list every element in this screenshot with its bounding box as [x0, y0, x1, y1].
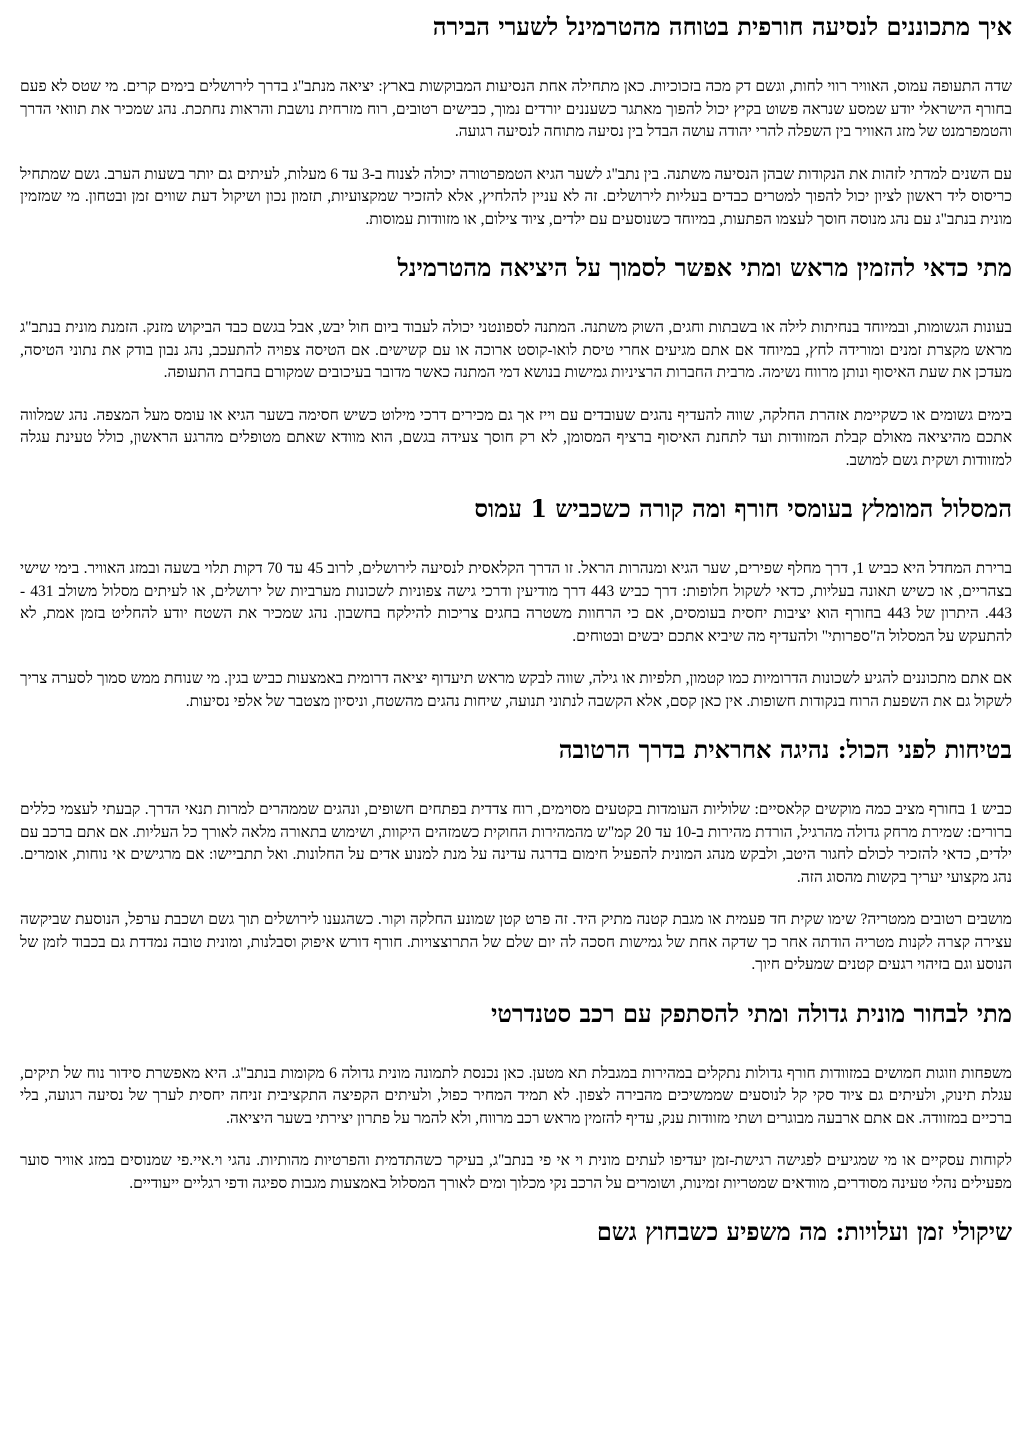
paragraph: שדה התעופה עמוס, האוויר רווי לחות, וגשם דק מכה בזכוכיות. כאן מתחילה אחת הנסיעות המבוקשות בארץ: יציאה מנתב"ג בדרך לירושלים בימים קרים. מי שטס לא פעם בחורף הישראלי יודע שמסע שנראה פשוט בקיץ יכול להפוך מאתגר כשעננים יורדים נמוך, כבישים רטובים, רוח מזרחית נושבת והראות נחתכת. נהג שמכיר את תוואי הדרך והטמפרמנט של מזג האוויר בין השפלה להרי יהודה עושה הבדל בין נסיעה מתוחה לנסיעה רגועה.: [20, 78, 1012, 140]
paragraph: כביש 1 בחורף מציב כמה מוקשים קלאסיים: שלוליות העומדות בקטעים מסוימים, רוח צדדית בפתחים חשופים, ונהגים שממהרים למרות תנאי הדרך. קבעתי לעצמי כללים ברורים: שמירת מרחק גדולה מהרגיל, הורדת מהירות ב-10 עד 20 קמ"ש מהמהירות החוקית כשמזהים היקוות, ושימוש בתאורה מלאה לאורך כל העליות. אם אתם ברכב עם ילדים, כדאי להזכיר לכולם לחגור היטב, ולבקש מנהג המונית להפעיל חימום בדרגה עדינה על מנת למנוע אדים על החלונות. ואל תתביישו: אם מרגישים אי נוחות, אומרים. נהג מקצועי יעריך בקשות מהסוג הזה.: [20, 801, 1012, 886]
section-vehicle-size: [20, 997, 1012, 1196]
paragraph: אם אתם מתכוננים להגיע לשכונות הדרומיות כמו קטמון, תלפיות או גילה, שווה לבקש מראש תיעדוף יציאה דרומית באמצעות כביש בגין. מי שנוחת ממש סמוך לסערה צריך לשקול גם את השפעת הרוח בנקודות חשופות. אין כאן קסם, אלא הקשבה לנתוני תנועה, שיחות נהגים מהשטח, וניסיון מצטבר של אלפי נסיעות.: [20, 670, 1012, 710]
section-heading: איך מתכוננים לנסיעה חורפית בטוחה מהטרמינל לשערי הבירה: [432, 12, 1012, 41]
paragraph: בעונות הגשומות, ובמיוחד בנחיתות לילה או בשבתות וחגים, השוק משתנה. המתנה לספונטני יכולה לעבוד ביום חול יבש, אבל בגשם כבד הביקוש מזנק. הזמנת מונית בנתב"ג מראש מקצרת זמנים ומורידה לחץ, במיוחד אם אתם מגיעים אחרי טיסת לואו-קוסט ארוכה או עם קשישים. אם הטיסה צפויה להתעכב, נהג נבון בודק את נתוני הטיסה, מעדכן את שעת האיסוף ונותן מרווח נשימה. מרבית החברות הרציניות גמישות בנושא דמי המתנה כאשר מדובר בעיכובים שמקורם בחברת התעופה.: [20, 319, 1012, 381]
section-time-and-cost: [20, 1215, 1012, 1249]
section-booking-in-advance: [20, 251, 1012, 472]
section-safety: [20, 733, 1012, 977]
paragraph: ברירת המחדל היא כביש 1, דרך מחלף שפירים, שער הגיא ומנהרות הראל. זו הדרך הקלאסית לנסיעה לירושלים, לרוב 45 עד 70 דקות תלוי בשעה ובמזג האוויר. בימי שישי בצהריים, או כשיש תאונה בעליות, כדאי לשקול חלופות: דרך כביש 443 דרך מודיעין ודרכי גישה צפוניות לשכונות מערביות של ירושלים, או לעיתים מסלול משולב 431 - 443. היתרון של 443 בחורף הוא יציבות יחסית בעומסים, אם כי הרחוות משטרה בחגים צריכות להילקח בחשבון. נהג שמכיר את השטח יודע להחליט בזמן אמת, לא להתעקש על המסלול ה"ספרותי" ולהעדיף מה שיביא אתכם יבשים ובטוחים.: [20, 560, 1013, 645]
section-recommended-route: [20, 492, 1012, 713]
paragraph: בימים גשומים או כשקיימת אזהרת החלקה, שווה להעדיף נהגים שעובדים עם וייז אך גם מכירים דרכי מילוט כשיש חסימה בשער הגיא או עומס מעל המצפה. נהג שמלווה אתכם מהיציאה מאולם קבלת המזוודות ועד לתחנת האיסוף ברציף המסומן, לא רק חוסך צעידה בגשם, הוא מוודא שאתם מטופלים מהרגע הראשון, כולל טעינת עגלה למזוודות ושקית גשם למושב.: [20, 406, 1012, 469]
section-heading: המסלול המומלץ בעומסי חורף ומה קורה כשכביש 1 עמוס: [474, 494, 1012, 523]
section-heading: שיקולי זמן ועלויות: מה משפיע כשבחוץ גשם: [596, 1217, 1012, 1246]
paragraph: משפחות וזוגות חמושים במזוודות חורף גדולות נתקלים במהירות במגבלת תא מטען. כאן נכנסת לתמונה מונית גדולה 6 מקומות בנתב"ג. היא מאפשרת סידור נוח של תיקים, עגלת תינוק, ולעיתים גם ציוד סקי קל לנוסעים שממשיכים מהבירה לצפון. לא תמיד המחיר כפול, ולעיתים הקפיצה התקציבית זניחה יחסית לערך של נסיעה רגועה, בלי ברכיים במזוודה. אם אתם ארבעה מבוגרים ושתי מזוודות ענק, עדיף להזמין מראש רכב מרווח, ולא להמר על פתרון יצירתי בשער היציאה.: [20, 1064, 1012, 1127]
paragraph: מושבים רטובים ממטריה? שימו שקית חד פעמית או מגבת קטנה מתיק היד. זה פרט קטן שמונע החלקה וקור. כשהגענו לירושלים תוך גשם ושכבת ערפל, הנוסעת שביקשה עצירה קצרה לקנות מטריה הודתה אחר כך שדקה אחת של גמישות חסכה לה יום שלם של התרוצצויות. חורף דורש איפוק וסבלנות, ומונית טובה נמדדת גם בכבוד לזמן של הנוסע וגם בזיהוי רגעים קטנים שמעלים חיוך.: [20, 911, 1012, 973]
section-heading: מתי לבחור מונית גדולה ומתי להסתפק עם רכב סטנדרטי: [491, 998, 1012, 1028]
paragraph: לקוחות עסקיים או מי שמגיעים לפגישה רגישת-זמן יעדיפו לעתים מונית וי אי פי בנתב"ג, בעיקר כשהתדמית והפרטיות מהותיות. נהגי וי.איי.פי שמנוסים במזג אוויר סוער מפעילים נהלי טעינה מסודרים, מוודאים שמטריות זמינות, ושומרים על הרכב נקי מכלוך ומים לאורך המסלול באמצעות מגבות ספיגה ודפי רגליים ייעודיים.: [20, 1152, 1012, 1192]
paragraph: עם השנים למדתי לזהות את הנקודות שבהן הנסיעה משתנה. בין נתב"ג לשער הגיא הטמפרטורה יכולה לצנוח ב-3 עד 6 מעלות, לעיתים גם יותר בשעות הערב. גשם שמתחיל כריסוס ליד ראשון לציון יכול להפוך למטרים כבדים בעליות לירושלים. זה לא עניין להלחיץ, אלא להזכיר שמקצועיות, תזמון נכון ושיקול דעת שווים זמן ובטחון. מי שמזמין מונית בנתב"ג עם נהג מנוסה חוסך לעצמו הפתעות, במיוחד כשנוסעים עם ילדים, ציוד צילום, או מזוודות עמוסות.: [20, 165, 1013, 228]
section-winter-preparation: [20, 10, 1012, 231]
section-heading: מתי כדאי להזמין מראש ומתי אפשר לסמוך על היציאה מהטרמינל: [397, 253, 1012, 282]
section-heading: בטיחות לפני הכול: נהיגה אחראית בדרך הרטובה: [558, 735, 1012, 764]
